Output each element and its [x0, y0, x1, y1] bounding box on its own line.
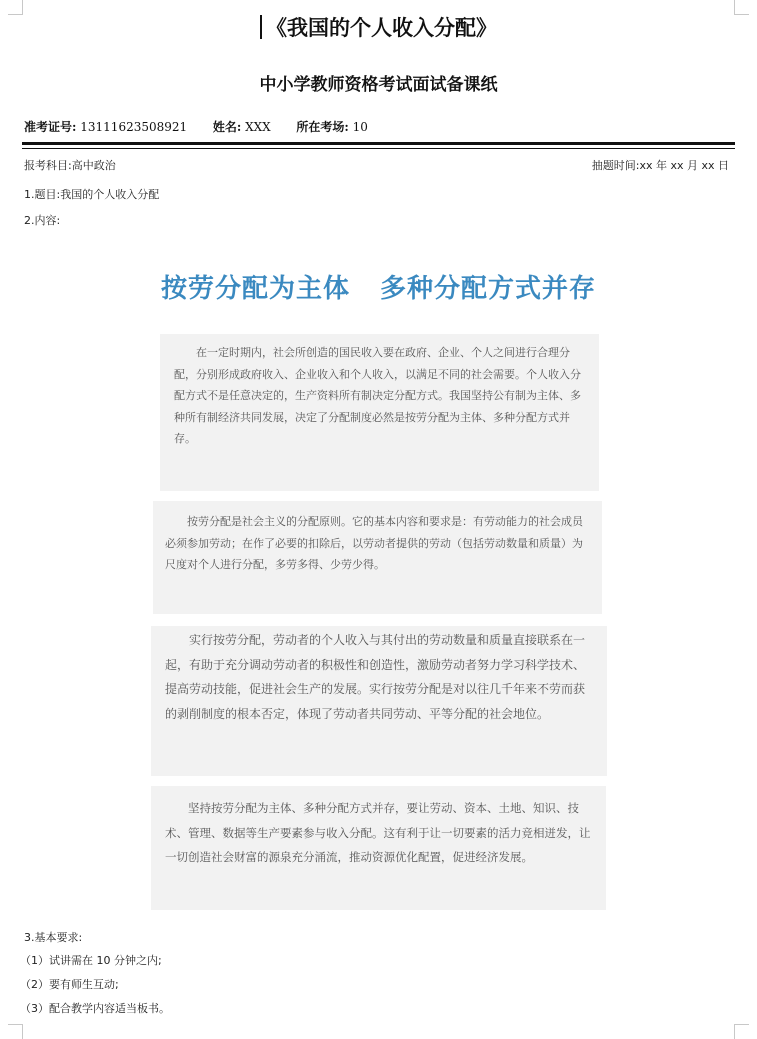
content-paragraph-box	[160, 334, 599, 491]
content-label: 2.内容:	[24, 214, 61, 227]
headline-left: 按劳分配为主体	[160, 274, 350, 304]
content-headline	[0, 268, 757, 305]
divider-thick	[22, 142, 735, 145]
requirement-item: （2）要有师生互动;	[20, 978, 119, 991]
room-value: 10	[352, 120, 368, 134]
exam-no-label: 准考证号:	[24, 120, 77, 134]
candidate-info	[24, 118, 368, 135]
requirement-item: （3）配合教学内容适当板书。	[20, 1002, 170, 1015]
content-paragraph-box	[151, 786, 606, 910]
topic-line: 1.题目:我国的个人收入分配	[24, 188, 160, 201]
content-paragraph: 按劳分配是社会主义的分配原则。它的基本内容和要求是：有劳动能力的社会成员必须参加劳动；在作了必要的扣除后，以劳动者提供的劳动（包括劳动数量和质量）为尺度对个人进行分配，多劳多得、少劳少得。	[165, 515, 583, 571]
name-value: XXX	[245, 120, 271, 134]
page-corner-mark	[734, 1024, 749, 1039]
content-paragraph: 坚持按劳分配为主体、多种分配方式并存，要让劳动、资本、土地、知识、技术、管理、数据等生产要素参与收入分配。这有利于让一切要素的活力竞相迸发，让一切创造社会财富的源泉充分涌流，推动资源优化配置，促进经济发展。	[165, 801, 591, 864]
content-paragraph: 在一定时期内，社会所创造的国民收入要在政府、企业、个人之间进行合理分配，分别形成政府收入、企业收入和个人收入，以满足不同的社会需要。个人收入分配方式不是任意决定的，生产资料所有制决定分配方式。我国坚持公有制为主体、多种所有制经济共同发展，决定了分配制度必然是按劳分配为主体、多种分配方式并存。	[174, 346, 581, 445]
content-paragraph-box	[151, 626, 607, 776]
text-cursor	[260, 15, 262, 39]
document-title-text: 《我国的个人收入分配》	[266, 15, 497, 40]
exam-no-value: 13111623508921	[80, 120, 188, 134]
content-paragraph: 实行按劳分配，劳动者的个人收入与其付出的劳动数量和质量直接联系在一起，有助于充分调动劳动者的积极性和创造性，激励劳动者努力学习科学技术、提高劳动技能，促进社会生产的发展。实行按劳分配是对以往几千年来不劳而获的剥削制度的根本否定，体现了劳动者共同劳动、平等分配的社会地位。	[165, 633, 586, 721]
requirements-label: 3.基本要求:	[24, 931, 83, 944]
room-label: 所在考场:	[296, 120, 349, 134]
requirement-item: （1）试讲需在 10 分钟之内;	[20, 954, 162, 967]
exam-subject: 报考科目:高中政治	[24, 159, 116, 172]
draw-time: 抽题时间:xx 年 xx 月 xx 日	[591, 159, 729, 172]
document-subtitle: 中小学教师资格考试面试备课纸	[259, 75, 498, 95]
content-paragraph-box	[153, 501, 602, 614]
name-label: 姓名:	[212, 120, 242, 134]
document-title	[0, 12, 757, 42]
headline-right: 多种分配方式并存	[380, 274, 597, 304]
page-corner-mark	[8, 1024, 23, 1039]
divider-thin	[22, 148, 735, 149]
